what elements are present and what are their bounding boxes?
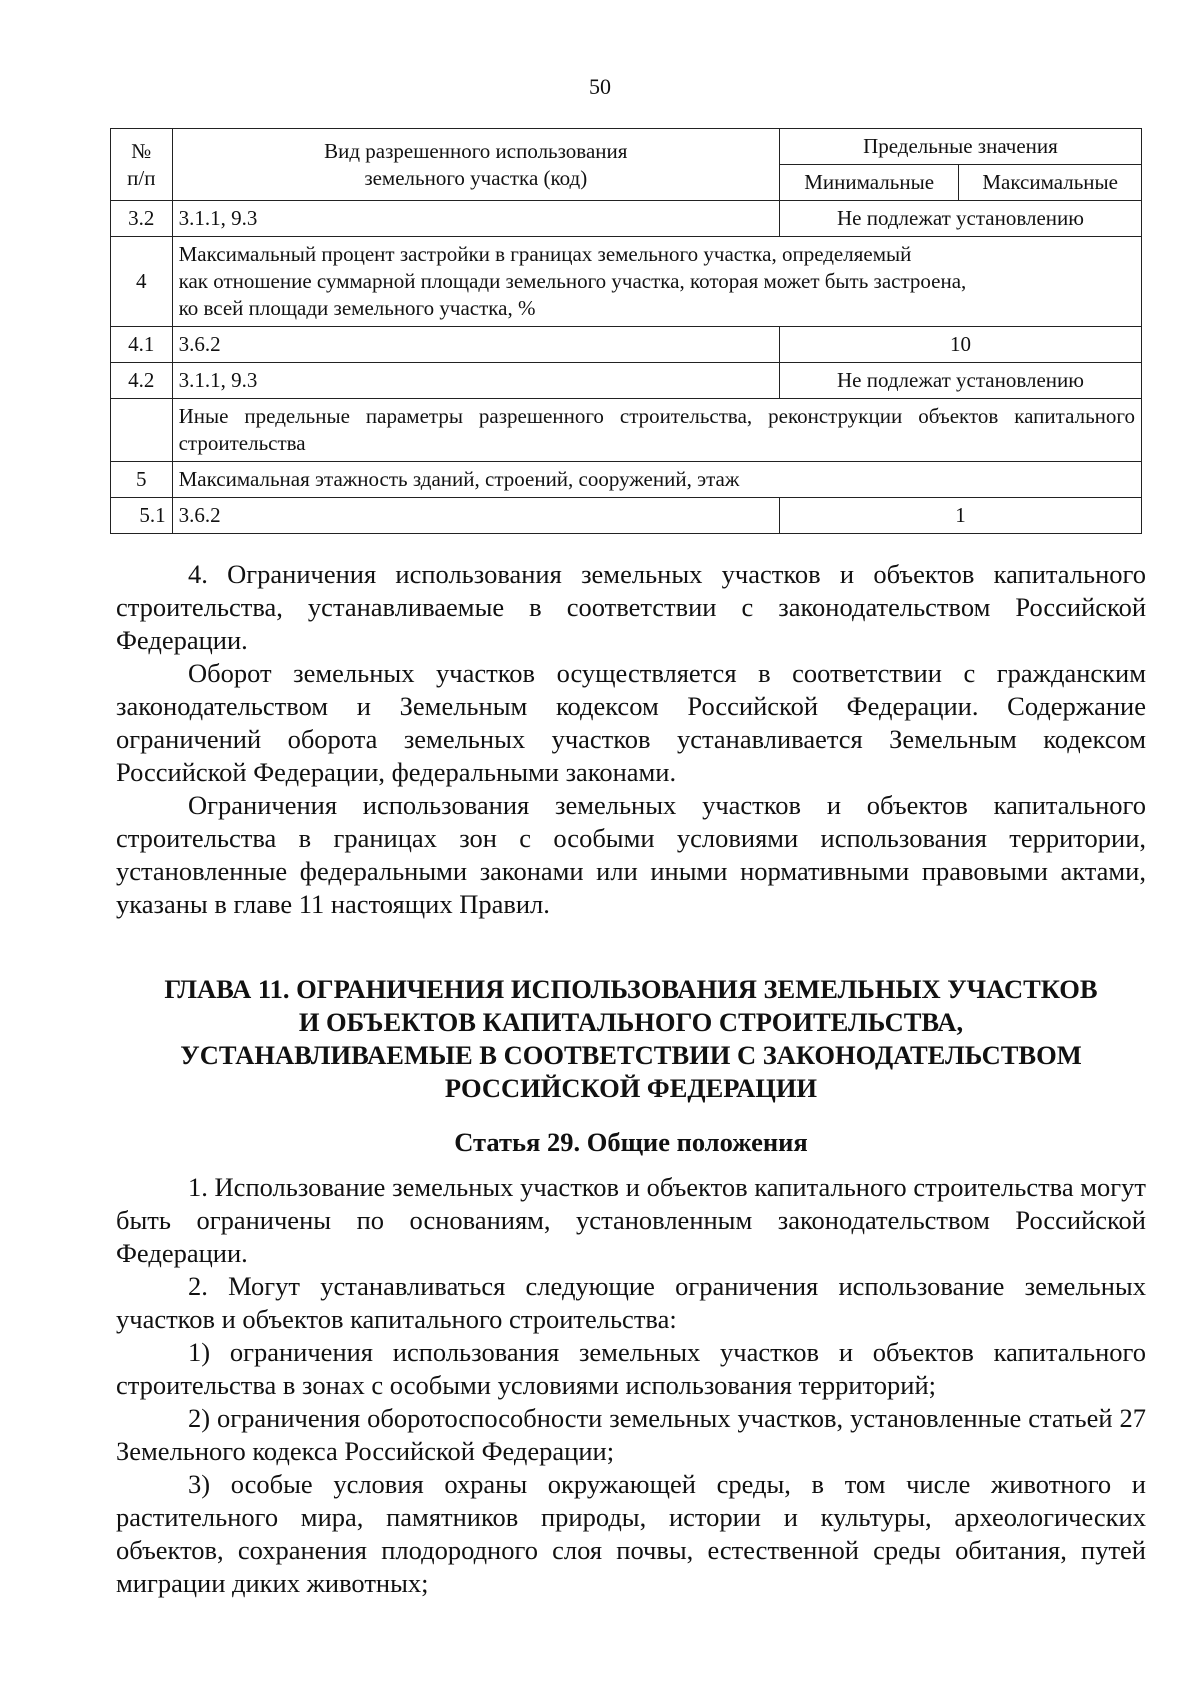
row-code: 3.6.2 [172, 327, 779, 363]
table-row [111, 327, 1142, 363]
row-num: 4.2 [111, 363, 173, 399]
row-code: 3.1.1, 9.3 [172, 201, 779, 237]
row-value: Не подлежат установлению [779, 363, 1141, 399]
paragraph: 3) особые условия охраны окружающей среды, в том числе животного и растительного мира, памятников природы, истории и культуры, археологических объектов, сохранения плодородного слоя почвы, естественной среды обитания, путей миграции диких животных; [116, 1469, 1146, 1598]
row-text-line: ко всей площади земельного участка, % [178, 296, 536, 320]
row-text-line: Максимальный процент застройки в границах земельного участка, определяемый [178, 242, 912, 266]
paragraph: 2) ограничения оборотоспособности земельных участков, установленные статьей 27 Земельного кодекса Российской Федерации; [116, 1403, 1146, 1466]
article-title: Статья 29. Общие положения [454, 1127, 808, 1157]
chapter-title [116, 973, 1146, 1105]
row-text: Максимальная этажность зданий, строений, сооружений, этаж [172, 462, 1141, 498]
paragraph: 2. Могут устанавливаться следующие ограничения использование земельных участков и объектов капитального строительства: [116, 1271, 1146, 1334]
row-text-line: как отношение суммарной площади земельного участка, которая может быть застроена, [178, 269, 967, 293]
row-value: Не подлежат установлению [779, 201, 1141, 237]
row-num: 4.1 [111, 327, 173, 363]
row-value: 1 [779, 498, 1141, 534]
row-num [111, 399, 173, 462]
row-num: 5.1 [111, 498, 173, 534]
chapter-title-line: ГЛАВА 11. ОГРАНИЧЕНИЯ ИСПОЛЬЗОВАНИЯ ЗЕМЕЛЬНЫХ УЧАСТКОВ [164, 974, 1098, 1004]
row-num: 3.2 [111, 201, 173, 237]
row-text: Иные предельные параметры разрешенного строительства, реконструкции объектов капитального строительства [172, 399, 1141, 462]
header-num-line1: № [131, 138, 152, 163]
header-max: Максимальные [959, 165, 1142, 201]
table-row [111, 498, 1142, 534]
table-row [111, 201, 1142, 237]
table-row [111, 237, 1142, 327]
header-num [111, 129, 173, 201]
section-4-text [116, 558, 1146, 921]
table-header-row [111, 129, 1142, 165]
chapter-title-line: УСТАНАВЛИВАЕМЫЕ В СООТВЕТСТВИИ С ЗАКОНОДАТЕЛЬСТВОМ [180, 1040, 1082, 1070]
header-min: Минимальные [779, 165, 958, 201]
table-row [111, 399, 1142, 462]
paragraph: Оборот земельных участков осуществляется в соответствии с гражданским законодательством и Земельным кодексом Российской Федерации. Содержание ограничений оборота земельных участков устанавливается Земельным кодексом Российской Федерации, федеральными законами. [116, 658, 1146, 787]
header-type-line1: Вид разрешенного использования [324, 138, 628, 163]
header-type [172, 129, 779, 201]
article-text [116, 1171, 1146, 1600]
row-text [172, 237, 1141, 327]
row-value: 10 [779, 327, 1141, 363]
paragraph: Ограничения использования земельных участков и объектов капитального строительства в границах зон с особыми условиями использования территории, установленные федеральными законами или иными нормативными правовыми актами, указаны в главе 11 настоящих Правил. [116, 790, 1146, 919]
paragraph: 1) ограничения использования земельных участков и объектов капитального строительства в зонах с особыми условиями использования территорий; [116, 1337, 1146, 1400]
limits-table [110, 128, 1142, 534]
row-num: 5 [111, 462, 173, 498]
row-num: 4 [111, 237, 173, 327]
header-type-line2: земельного участка (код) [364, 165, 588, 190]
row-code: 3.6.2 [172, 498, 779, 534]
page-number: 50 [589, 74, 611, 99]
table-row [111, 363, 1142, 399]
table-row [111, 462, 1142, 498]
row-code: 3.1.1, 9.3 [172, 363, 779, 399]
chapter-title-line: И ОБЪЕКТОВ КАПИТАЛЬНОГО СТРОИТЕЛЬСТВА, [298, 1007, 964, 1037]
chapter-title-line: РОССИЙСКОЙ ФЕДЕРАЦИИ [444, 1073, 818, 1103]
paragraph: 4. Ограничения использования земельных участков и объектов капитального строительства, устанавливаемые в соответствии с законодательством Российской Федерации. [116, 559, 1146, 655]
paragraph: 1. Использование земельных участков и объектов капитального строительства могут быть ограничены по основаниям, установленным законодательством Российской Федерации. [116, 1172, 1146, 1268]
header-limits: Предельные значения [779, 129, 1141, 165]
header-num-line2: п/п [127, 165, 156, 190]
